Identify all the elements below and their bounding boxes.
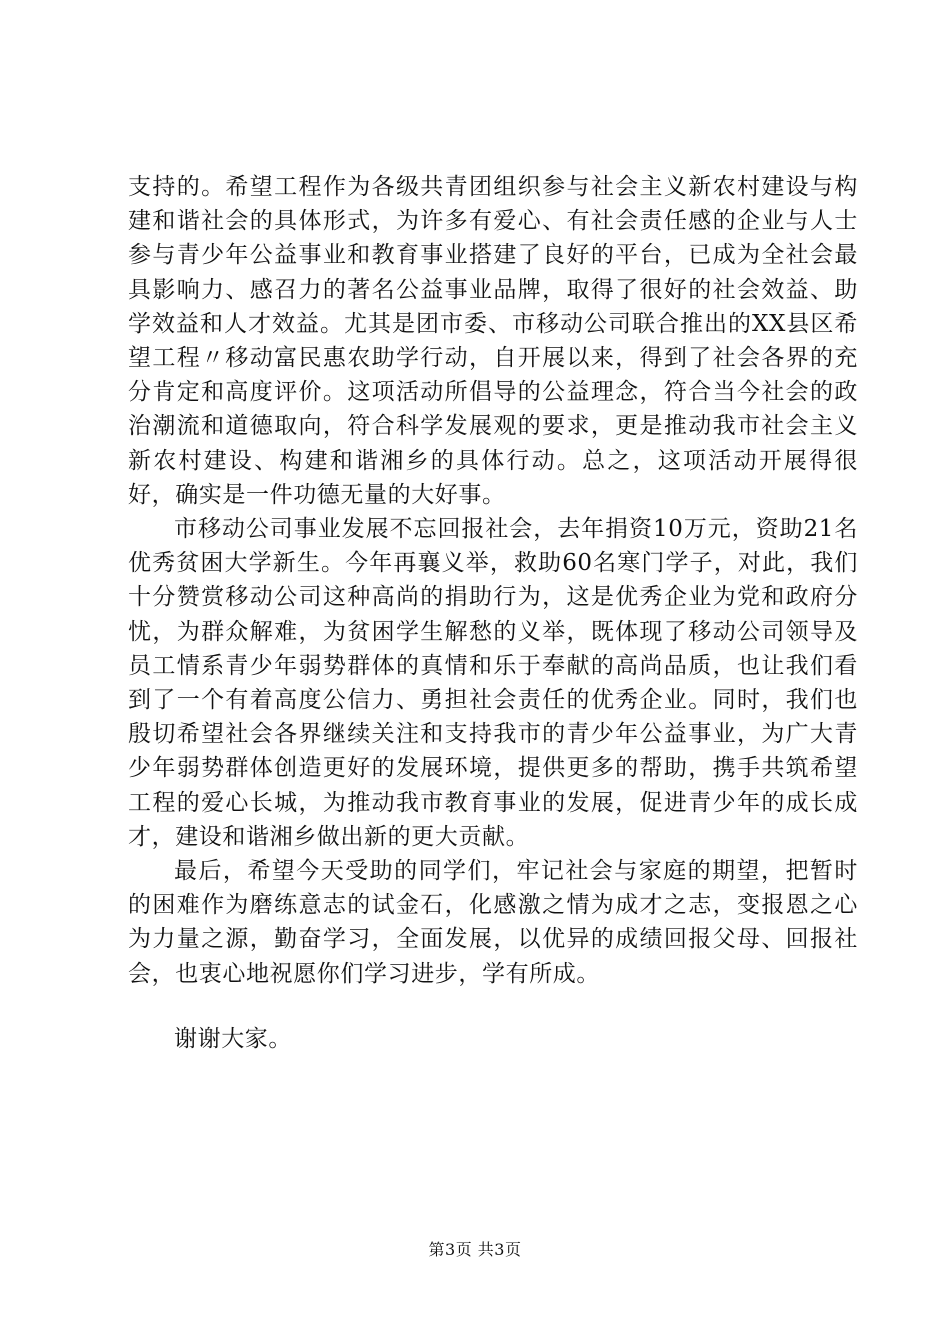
document-body xyxy=(128,170,858,991)
page-footer xyxy=(0,1240,950,1260)
closing-thanks: 谢谢大家。 xyxy=(174,1026,292,1052)
paragraph-mobile-donation: 市移动公司事业发展不忘回报社会，去年捐资10万元，资助21名优秀贫困大学新生。今年再襄义举，救助60名寒门学子，对此，我们十分赞赏移动公司这种高尚的捐助行为，这是优秀企业为党和政府分忧，为群众解难，为贫困学生解愁的义举，既体现了移动公司领导及员工情系青少年弱势群体的真情和乐于奉献的高尚品质，也让我们看到了一个有着高度公信力、勇担社会责任的优秀企业。同时，我们也殷切希望社会各界继续关注和支持我市的青少年公益事业，为广大青少年弱势群体创造更好的发展环境，提供更多的帮助，携手共筑希望工程的爱心长城，为推动我市教育事业的发展，促进青少年的成长成才，建设和谐湘乡做出新的更大贡献。 xyxy=(128,516,858,850)
paragraph-continuation: 支持的。希望工程作为各级共青团组织参与社会主义新农村建设与构建和谐社会的具体形式，为许多有爱心、有社会责任感的企业与人士参与青少年公益事业和教育事业搭建了良好的平台，已成为全社会最具影响力、感召力的著名公益事业品牌，取得了很好的社会效益、助学效益和人才效益。尤其是团市委、市移动公司联合推出的XX县区希望工程〃移动富民惠农助学行动，自开展以来，得到了社会各界的充分肯定和高度评价。这项活动所倡导的公益理念，符合当今社会的政治潮流和道德取向，符合科学发展观的要求，更是推动我市社会主义新农村建设、构建和谐湘乡的具体行动。总之，这项活动开展得很好，确实是一件功德无量的大好事。 xyxy=(128,174,858,508)
page-number: 第3页 共3页 xyxy=(428,1240,522,1259)
paragraph-closing-wishes: 最后，希望今天受助的同学们，牢记社会与家庭的期望，把暂时的困难作为磨练意志的试金石，化感激之情为成才之志，变报恩之心为力量之源，勤奋学习，全面发展，以优异的成绩回报父母、回报社会，也衷心地祝愿你们学习进步，学有所成。 xyxy=(128,858,858,987)
